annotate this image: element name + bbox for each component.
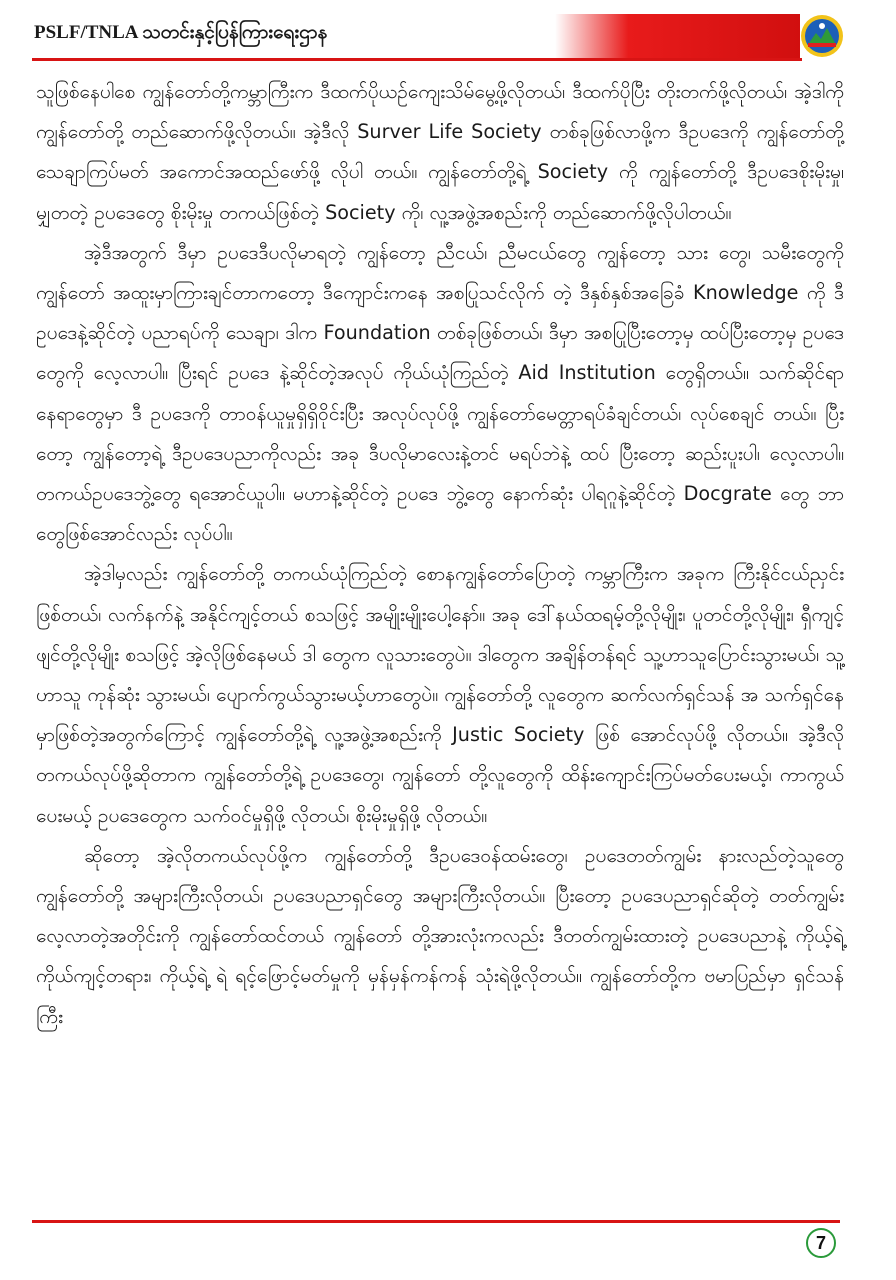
paragraph-1: သူဖြစ်နေပါစေ ကျွန်တော်တို့ကမ္ဘာကြီးက ဒီထက်ပိုယဉ်ကျေးသိမ်မွေ့ဖို့လိုတယ်၊ ဒီထက်ပိုပြီး တိုးတက်ဖို့လိုတယ်၊ အဲ့ဒါကို ကျွန်တော်တို့ တည်ဆောက်ဖို့လိုတယ်။ အဲ့ဒီလို Surver Life Society တစ်ခုဖြစ်လာဖို့က ဒီဥပဒေကို ကျွန်တော်တို့ သေချာကြပ်မတ် အကောင်အထည်ဖော်ဖို့ လိုပါ တယ်။ ကျွန်တော်တို့ရဲ့ Society ကို ကျွန်တော်တို့ ဒီဥပဒေစိုးမိုးမှု၊ မျှတတဲ့ ဥပဒေတွေ စိုးမိုးမှု တကယ်ဖြစ်တဲ့ Society ကို၊ လူ့အဖွဲ့အစည်းကို တည်ဆောက်ဖို့လိုပါတယ်။ [36, 80, 844, 224]
organization-emblem-icon [800, 14, 844, 58]
footer-divider [32, 1220, 840, 1223]
paragraph-3: အဲ့ဒါမှလည်း ကျွန်တော်တို့ တကယ်ယုံကြည်တဲ့ စောနကျွန်တော်ပြောတဲ့ ကမ္ဘာကြီးက အခုက ကြီးနိုင်ငယ်ညှင်းဖြစ်တယ်၊ လက်နက်နဲ့ အနိုင်ကျင့်တယ် စသဖြင့် အမျိုးမျိုးပေါ့နော်။ အခု ဒေါ်နယ်ထရမ့်တို့လိုမျိုး၊ ပူတင်တို့လိုမျိုး၊ ရှီကျင့်ဖျင်တို့လိုမျိုး စသဖြင့် အဲ့လိုဖြစ်နေမယ် ဒါ တွေက လူသားတွေပဲ။ ဒါတွေက အချိန်တန်ရင် သူ့ဟာသူပြောင်းသွားမယ်၊ သူ့ဟာသူ ကုန်ဆုံး သွားမယ်၊ ပျောက်ကွယ်သွားမယ့်ဟာတွေပဲ။ ကျွန်တော်တို့ လူတွေက ဆက်လက်ရှင်သန် အ သက်ရှင်နေမှာဖြစ်တဲ့အတွက်ကြောင့် ကျွန်တော်တို့ရဲ့ လူ့အဖွဲ့အစည်းကို Justic Society ဖြစ် အောင်လုပ်ဖို့ လိုတယ်။ အဲ့ဒီလို တကယ်လုပ်ဖို့ဆိုတာက ကျွန်တော်တို့ရဲ့ ဥပဒေတွေ၊ ကျွန်တော် တို့လူတွေကို ထိန်းကျောင်းကြပ်မတ်ပေးမယ့်၊ ကာကွယ်ပေးမယ့် ဥပဒေတွေက သက်ဝင်မှုရှိဖို့ လိုတယ်၊ စိုးမိုးမှုရှိဖို့ လိုတယ်။ [36, 562, 844, 827]
paragraph-4: ဆိုတော့ အဲ့လိုတကယ်လုပ်ဖို့က ကျွန်တော်တို့ ဒီဥပဒေဝန်ထမ်းတွေ၊ ဥပဒေတတ်ကျွမ်း နားလည်တဲ့သူတွေ ကျွန်တော်တို့ အများကြီးလိုတယ်၊ ဥပဒေပညာရှင်တွေ အများကြီးလိုတယ်။ ပြီးတော့ ဥပဒေပညာရှင်ဆိုတဲ့ တတ်ကျွမ်းလေ့လာတဲ့အတိုင်းကို ကျွန်တော်ထင်တယ် ကျွန်တော် တို့အားလုံးကလည်း ဒီတတ်ကျွမ်းထားတဲ့ ဥပဒေပညာနဲ့ ကိုယ့်ရဲ့ကိုယ်ကျင့်တရား၊ ကိုယ့်ရဲ့ ရဲ ရင့်ဖြောင့်မတ်မှုကို မှန်မှန်ကန်ကန် သုံးရဲဖို့လိုတယ်။ ကျွန်တော်တို့က ဗမာပြည်မှာ ရှင်သန်ကြီး [36, 843, 844, 1028]
paragraph-2: အဲ့ဒီအတွက် ဒီမှာ ဥပဒေဒီပလိုမာရတဲ့ ကျွန်တော့ ညီငယ်၊ ညီမငယ်တွေ ကျွန်တော့ သား တွေ၊ သမီးတွေကို ကျွန်တော် အထူးမှာကြားချင်တာကတော့ ဒီကျောင်းကနေ အစပြုသင်လိုက် တဲ့ ဒီနှစ်နှစ်အခြေခံ Knowledge ကို ဒီဥပဒေနဲ့ဆိုင်တဲ့ ပညာရပ်ကို သေချာ၊ ဒါက Foundation တစ်ခုဖြစ်တယ်၊ ဒီမှာ အစပြုပြီးတော့မှ ထပ်ပြီးတော့မှ ဥပဒေတွေကို လေ့လာပါ။ ပြီးရင် ဥပဒေ နဲ့ဆိုင်တဲ့အလုပ် ကိုယ်ယုံကြည်တဲ့ Aid Institution တွေရှိတယ်။ သက်ဆိုင်ရာ နေရာတွေမှာ ဒီ ဥပဒေကို တာဝန်ယူမှုရှိရှိဝိုင်းပြီး အလုပ်လုပ်ဖို့ ကျွန်တော်မေတ္တာရပ်ခံချင်တယ်၊ လုပ်စေချင် တယ်။ ပြီးတော့ ကျွန်တော့ရဲ့ ဒီဥပဒေပညာကိုလည်း အခု ဒီပလိုမာလေးနဲ့တင် မရပ်ဘဲနဲ့ ထပ် ပြီးတော့ ဆည်းပူးပါ၊ လေ့လာပါ။ တကယ်ဥပဒေဘွဲ့တွေ ရအောင်ယူပါ။ မဟာနဲ့ဆိုင်တဲ့ ဥပဒေ ဘွဲ့တွေ နောက်ဆုံး ပါရဂူနဲ့ဆိုင်တဲ့ Docgrate တွေ ဘာတွေဖြစ်အောင်လည်း လုပ်ပါ။ [36, 240, 844, 546]
article-body [36, 72, 844, 1037]
page-number-badge: 7 [806, 1228, 836, 1258]
header-divider [32, 58, 802, 61]
header-title: PSLF/TNLA သတင်းနှင့်ပြန်ကြားရေးဌာန [34, 22, 328, 43]
page-header [0, 0, 896, 78]
header-red-band [555, 14, 800, 60]
